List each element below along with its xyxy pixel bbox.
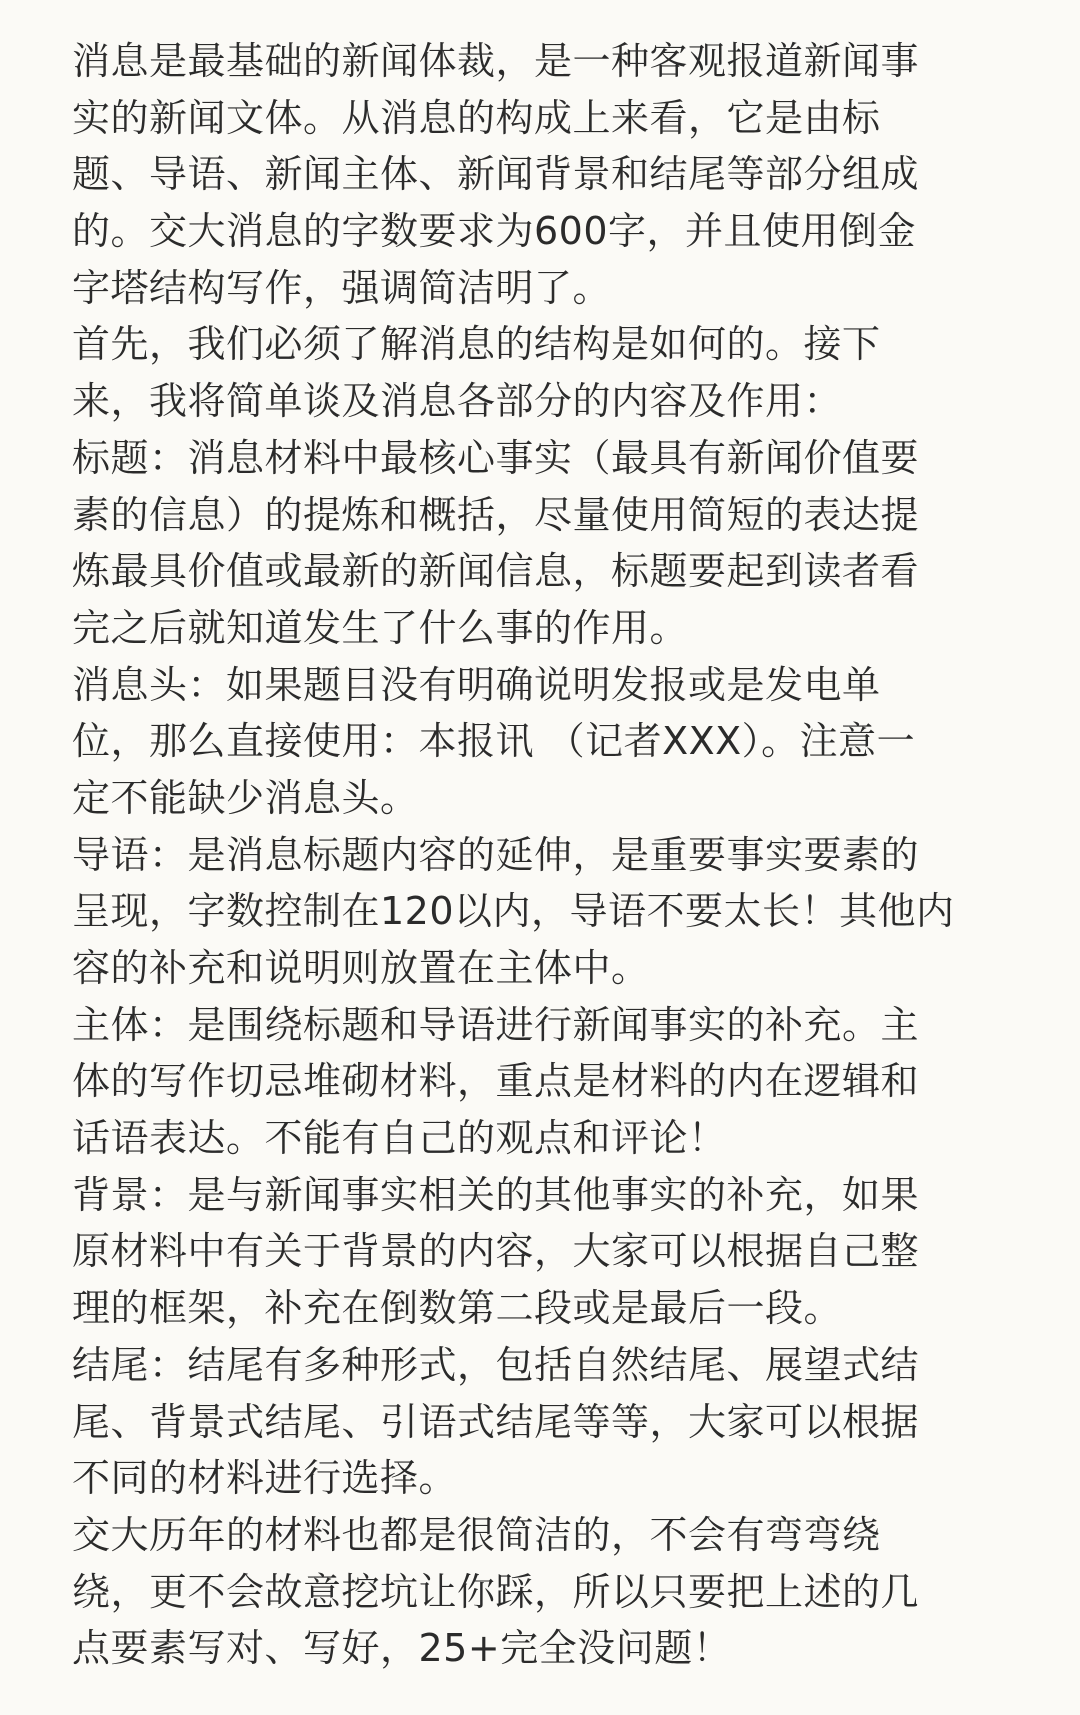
text-line: 完之后就知道发生了什么事的作用。	[72, 605, 689, 650]
article-text	[72, 33, 1016, 1677]
text-line: 原材料中有关于背景的内容，大家可以根据自己整	[72, 1229, 920, 1274]
text-line: 话语表达。不能有自己的观点和评论！	[72, 1116, 727, 1161]
text-line: 点要素写对、写好，25+完全没问题！	[72, 1626, 732, 1671]
text-line: 消息是最基础的新闻体裁，是一种客观报道新闻事	[72, 39, 920, 83]
text-line: 主体：是围绕标题和导语进行新闻事实的补充。主	[72, 1002, 920, 1047]
text-line: 字塔结构写作，强调简洁明了。	[72, 265, 612, 310]
text-line: 位，那么直接使用：本报讯 （记者XXX）。注意一	[72, 719, 916, 764]
text-line: 来，我将简单谈及消息各部分的内容及作用：	[72, 379, 843, 424]
text-line: 尾、背景式结尾、引语式结尾等等，大家可以根据	[72, 1399, 920, 1444]
text-line: 题、导语、新闻主体、新闻背景和结尾等部分组成	[72, 152, 920, 197]
text-line: 体的写作切忌堆砌材料，重点是材料的内在逻辑和	[72, 1059, 920, 1104]
text-line: 的。交大消息的字数要求为600字，并且使用倒金	[72, 209, 917, 254]
text-line: 素的信息）的提炼和概括，尽量使用简短的表达提	[72, 492, 920, 537]
text-line: 理的框架，补充在倒数第二段或是最后一段。	[72, 1286, 843, 1331]
text-line: 容的补充和说明则放置在主体中。	[72, 946, 650, 990]
text-line: 消息头：如果题目没有明确说明发报或是发电单	[72, 662, 881, 707]
text-line: 绕，更不会故意挖坑让你踩，所以只要把上述的几	[72, 1569, 920, 1614]
text-line: 呈现，字数控制在120以内，导语不要太长！其他内	[72, 889, 955, 934]
text-line: 首先，我们必须了解消息的结构是如何的。接下	[72, 322, 881, 367]
text-line: 实的新闻文体。从消息的构成上来看，它是由标	[72, 95, 881, 140]
text-line: 结尾：结尾有多种形式，包括自然结尾、展望式结	[72, 1342, 920, 1387]
text-line: 炼最具价值或最新的新闻信息，标题要起到读者看	[72, 549, 920, 594]
text-line: 交大历年的材料也都是很简洁的，不会有弯弯绕	[72, 1512, 881, 1557]
text-line: 不同的材料进行选择。	[72, 1456, 458, 1501]
text-line: 背景：是与新闻事实相关的其他事实的补充，如果	[72, 1172, 920, 1217]
text-line: 标题：消息材料中最核心事实（最具有新闻价值要	[72, 435, 920, 480]
text-line: 定不能缺少消息头。	[72, 775, 419, 820]
text-line: 导语：是消息标题内容的延伸，是重要事实要素的	[72, 832, 920, 877]
